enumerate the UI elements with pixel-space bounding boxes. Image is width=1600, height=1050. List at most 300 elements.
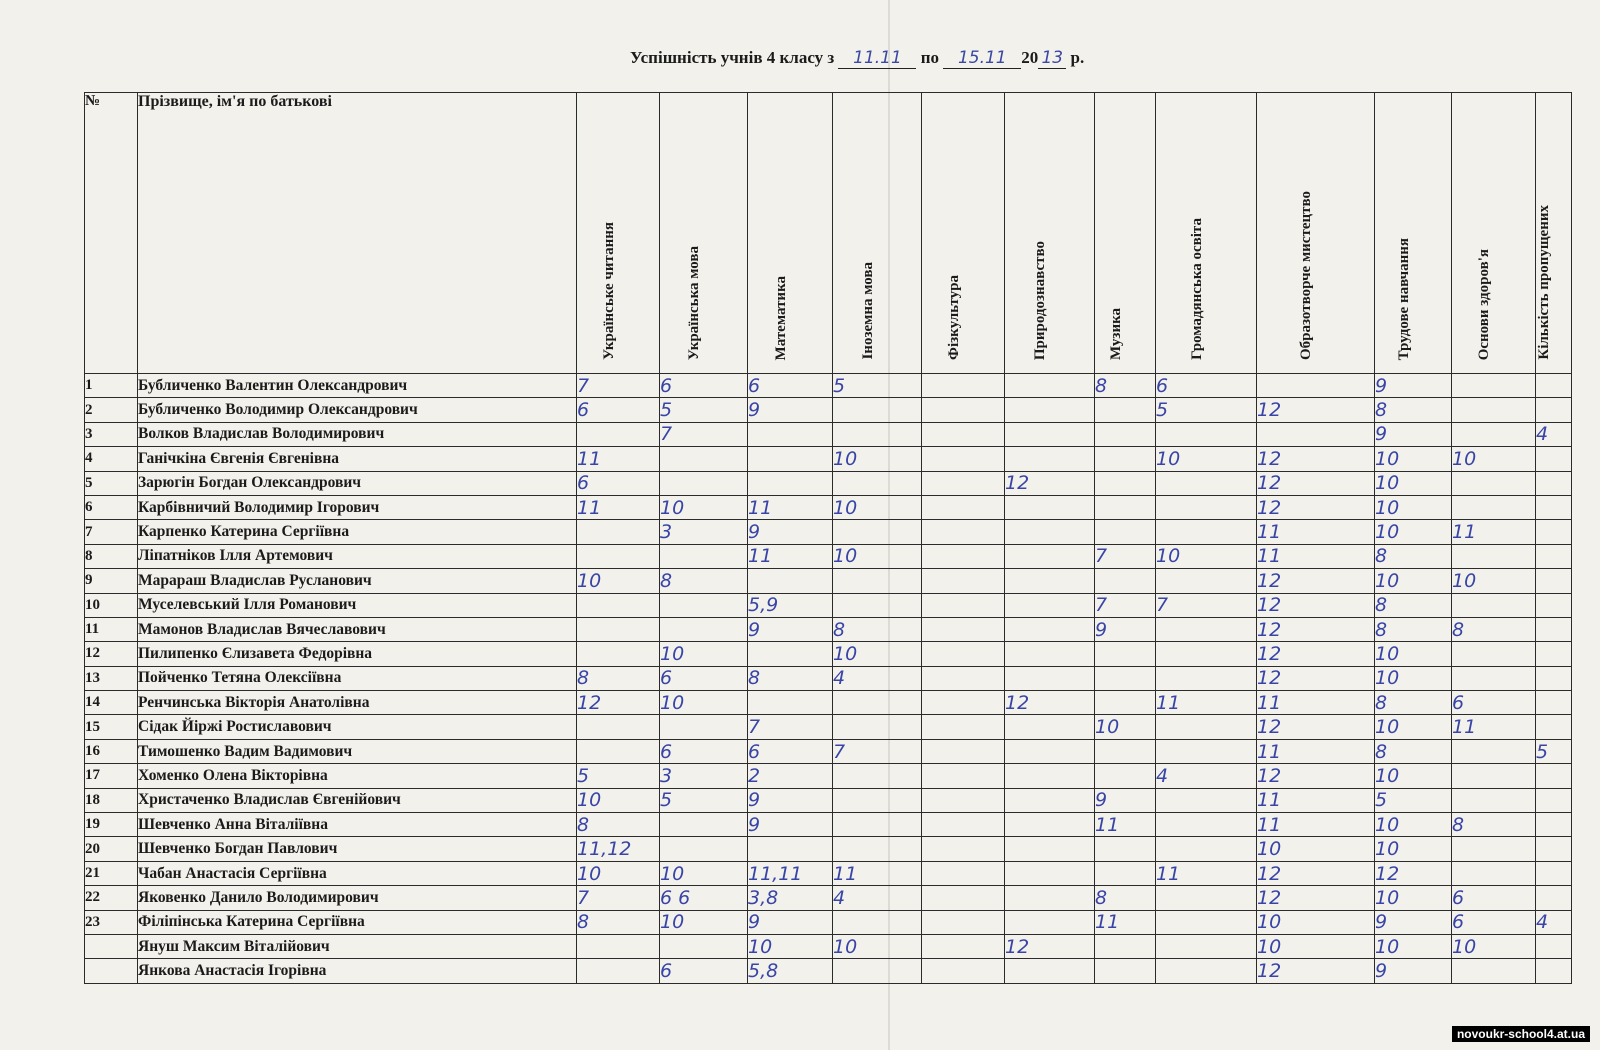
grade-cell <box>922 934 1005 958</box>
grade-cell <box>922 495 1005 519</box>
grade-cell: 7 <box>1156 593 1257 617</box>
grade-cell: 10 <box>1452 447 1536 471</box>
grade-cell: 4 <box>1156 764 1257 788</box>
grade-cell: 7 <box>577 374 660 398</box>
grade-cell: 5,9 <box>748 593 833 617</box>
grade-cell <box>1005 861 1095 885</box>
grade-cell: 11 <box>833 861 922 885</box>
table-row <box>85 886 1572 910</box>
grade-cell <box>1257 422 1375 446</box>
grade-cell: 8 <box>833 617 922 641</box>
grade-cell <box>1005 764 1095 788</box>
student-name: Хоменко Олена Вікторівна <box>138 764 577 788</box>
grade-cell <box>833 788 922 812</box>
student-name: Ліпатніков Ілля Артемович <box>138 544 577 568</box>
grade-cell: 12 <box>1257 398 1375 422</box>
row-number <box>85 959 138 983</box>
grade-cell <box>1095 739 1156 763</box>
grade-cell <box>1536 715 1572 739</box>
grade-cell <box>922 691 1005 715</box>
grade-cell <box>1156 715 1257 739</box>
grade-cell <box>1536 495 1572 519</box>
grade-cell <box>1156 886 1257 910</box>
grade-cell: 5 <box>1156 398 1257 422</box>
site-watermark: novoukr-school4.at.ua <box>1452 1026 1590 1042</box>
grade-cell <box>1536 544 1572 568</box>
grade-cell <box>1536 398 1572 422</box>
grade-cell: 7 <box>748 715 833 739</box>
grade-cell: 6 <box>660 739 748 763</box>
subject-header: Фізкультура <box>922 93 1005 374</box>
grade-cell <box>1536 593 1572 617</box>
grade-cell: 12 <box>1257 569 1375 593</box>
grade-cell <box>1156 959 1257 983</box>
grades-body <box>85 374 1572 984</box>
table-row <box>85 764 1572 788</box>
grade-cell <box>748 837 833 861</box>
grade-cell <box>922 569 1005 593</box>
grade-cell <box>1257 374 1375 398</box>
grade-cell: 4 <box>833 666 922 690</box>
grade-cell <box>833 593 922 617</box>
grade-cell <box>1095 471 1156 495</box>
table-row <box>85 666 1572 690</box>
grade-cell <box>1095 666 1156 690</box>
grade-cell: 10 <box>748 934 833 958</box>
grade-cell: 6 <box>1156 374 1257 398</box>
grade-cell: 9 <box>1375 959 1452 983</box>
grade-cell: 7 <box>1095 544 1156 568</box>
grade-cell <box>1156 569 1257 593</box>
grade-cell <box>1005 910 1095 934</box>
grade-cell: 11 <box>1452 715 1536 739</box>
grade-cell: 11 <box>1257 813 1375 837</box>
grade-cell <box>1452 544 1536 568</box>
grade-cell: 11 <box>1452 520 1536 544</box>
grade-cell: 8 <box>660 569 748 593</box>
grade-cell <box>1156 495 1257 519</box>
student-name: Волков Владислав Володимирович <box>138 422 577 446</box>
grade-cell: 7 <box>1095 593 1156 617</box>
row-number: 13 <box>85 666 138 690</box>
grade-cell: 10 <box>1375 837 1452 861</box>
grade-cell: 6 <box>1452 910 1536 934</box>
grade-cell <box>1452 959 1536 983</box>
grade-cell: 8 <box>1375 593 1452 617</box>
header-row <box>85 93 1572 374</box>
student-name: Ганічкіна Євгенія Євгенівна <box>138 447 577 471</box>
grade-cell: 10 <box>1375 934 1452 958</box>
grade-cell: 4 <box>1536 422 1572 446</box>
grade-cell <box>1536 837 1572 861</box>
grade-cell: 4 <box>833 886 922 910</box>
grade-cell <box>833 764 922 788</box>
grade-cell <box>1452 837 1536 861</box>
grade-cell: 10 <box>1375 666 1452 690</box>
grade-cell <box>1536 959 1572 983</box>
grade-cell: 8 <box>577 910 660 934</box>
grade-cell <box>1452 374 1536 398</box>
student-name: Янкова Анастасія Ігорівна <box>138 959 577 983</box>
grade-cell: 10 <box>833 495 922 519</box>
grade-cell <box>1005 886 1095 910</box>
grade-cell: 11 <box>1095 813 1156 837</box>
student-name: Ренчинська Вікторія Анатолівна <box>138 691 577 715</box>
table-row <box>85 520 1572 544</box>
grade-cell <box>1156 910 1257 934</box>
grade-cell <box>922 959 1005 983</box>
grade-cell <box>1095 934 1156 958</box>
grade-cell <box>833 959 922 983</box>
subject-header: Кількість пропущених <box>1536 93 1572 374</box>
grade-cell <box>833 422 922 446</box>
grade-cell <box>1536 861 1572 885</box>
grade-cell <box>1536 788 1572 812</box>
grade-cell <box>922 739 1005 763</box>
grade-cell: 5 <box>1375 788 1452 812</box>
grade-cell: 6 <box>577 471 660 495</box>
table-row <box>85 691 1572 715</box>
grade-cell: 5,8 <box>748 959 833 983</box>
grade-cell <box>1095 959 1156 983</box>
row-number: 12 <box>85 642 138 666</box>
row-number: 11 <box>85 617 138 641</box>
grade-cell: 10 <box>1095 715 1156 739</box>
student-name: Бубличенко Валентин Олександрович <box>138 374 577 398</box>
grade-cell: 11,12 <box>577 837 660 861</box>
grade-cell <box>1536 471 1572 495</box>
row-number <box>85 934 138 958</box>
grade-cell: 12 <box>1257 666 1375 690</box>
table-row <box>85 837 1572 861</box>
grade-cell: 9 <box>1095 617 1156 641</box>
student-name: Тимошенко Вадим Вадимович <box>138 739 577 763</box>
grade-cell: 10 <box>660 642 748 666</box>
grade-cell: 12 <box>1257 471 1375 495</box>
grade-cell <box>1156 837 1257 861</box>
table-row <box>85 422 1572 446</box>
grade-cell: 12 <box>1257 642 1375 666</box>
title-from-label: по <box>920 48 940 67</box>
grade-cell: 12 <box>1257 715 1375 739</box>
grade-cell <box>660 813 748 837</box>
grade-cell <box>1536 374 1572 398</box>
grade-cell <box>922 764 1005 788</box>
grade-cell <box>577 715 660 739</box>
grade-cell <box>660 447 748 471</box>
grade-cell: 12 <box>577 691 660 715</box>
grade-cell: 10 <box>1156 544 1257 568</box>
title-prefix: Успішність учнів 4 класу з <box>630 48 835 67</box>
grade-cell <box>1536 520 1572 544</box>
grade-cell <box>1536 813 1572 837</box>
subject-header: Українська мова <box>660 93 748 374</box>
grade-cell <box>833 691 922 715</box>
table-row <box>85 934 1572 958</box>
student-name: Чабан Анастасія Сергіївна <box>138 861 577 885</box>
year-prefix: 20 <box>1021 48 1039 67</box>
student-name: Пойченко Тетяна Олексіївна <box>138 666 577 690</box>
grade-cell <box>922 447 1005 471</box>
grade-cell: 10 <box>1375 813 1452 837</box>
student-name: Філіпінська Катерина Сергіївна <box>138 910 577 934</box>
row-number: 15 <box>85 715 138 739</box>
row-number: 19 <box>85 813 138 837</box>
grade-cell <box>922 544 1005 568</box>
grade-cell <box>1095 520 1156 544</box>
grade-cell: 9 <box>748 617 833 641</box>
student-name: Шевченко Анна Віталіївна <box>138 813 577 837</box>
grade-cell <box>922 471 1005 495</box>
student-name: Карбівничий Володимир Ігорович <box>138 495 577 519</box>
student-name: Мамонов Владислав Вячеславович <box>138 617 577 641</box>
table-row <box>85 617 1572 641</box>
row-number: 7 <box>85 520 138 544</box>
grade-cell <box>660 837 748 861</box>
grade-cell <box>1452 739 1536 763</box>
grade-cell <box>922 617 1005 641</box>
grade-cell <box>1452 471 1536 495</box>
grade-cell: 10 <box>1257 934 1375 958</box>
grade-cell: 8 <box>577 813 660 837</box>
grade-cell <box>1005 422 1095 446</box>
date-from: 11.11 <box>838 48 916 69</box>
grade-cell <box>1005 544 1095 568</box>
grade-cell <box>1095 642 1156 666</box>
page-title <box>630 48 1084 69</box>
subject-header: Іноземна мова <box>833 93 922 374</box>
grade-cell <box>577 544 660 568</box>
grade-cell: 7 <box>833 739 922 763</box>
subject-header: Основи здоров'я <box>1452 93 1536 374</box>
grade-cell: 10 <box>1257 837 1375 861</box>
grade-cell <box>660 715 748 739</box>
grade-cell <box>1452 764 1536 788</box>
grade-cell <box>748 642 833 666</box>
grade-cell <box>922 520 1005 544</box>
grade-cell <box>1536 642 1572 666</box>
grade-cell: 9 <box>1095 788 1156 812</box>
grade-cell <box>1095 837 1156 861</box>
grade-cell <box>922 813 1005 837</box>
grade-cell: 8 <box>1375 544 1452 568</box>
student-name: Марараш Владислав Русланович <box>138 569 577 593</box>
grades-table <box>84 92 1572 984</box>
grade-cell <box>1156 422 1257 446</box>
row-number: 4 <box>85 447 138 471</box>
grade-cell: 10 <box>833 642 922 666</box>
grade-cell: 5 <box>1536 739 1572 763</box>
grade-cell <box>1452 666 1536 690</box>
table-row <box>85 788 1572 812</box>
grade-cell <box>577 934 660 958</box>
grade-cell <box>1095 495 1156 519</box>
grade-cell <box>833 715 922 739</box>
grade-cell: 12 <box>1257 593 1375 617</box>
row-number: 22 <box>85 886 138 910</box>
subject-header: Математика <box>748 93 833 374</box>
grade-cell: 10 <box>1375 520 1452 544</box>
grade-cell: 8 <box>1375 398 1452 422</box>
grade-cell: 10 <box>833 544 922 568</box>
grade-cell: 11 <box>1257 788 1375 812</box>
student-name: Шевченко Богдан Павлович <box>138 837 577 861</box>
grade-cell: 11 <box>1156 861 1257 885</box>
table-row <box>85 569 1572 593</box>
number-header: № <box>85 93 138 374</box>
grade-cell <box>1156 617 1257 641</box>
student-name: Яковенко Данило Володимирович <box>138 886 577 910</box>
grade-cell: 12 <box>1005 934 1095 958</box>
grade-cell <box>1536 666 1572 690</box>
grade-cell: 6 <box>660 666 748 690</box>
grade-cell: 8 <box>1095 886 1156 910</box>
grade-cell: 7 <box>660 422 748 446</box>
grade-cell <box>1095 398 1156 422</box>
student-name: Муселевський Ілля Романович <box>138 593 577 617</box>
grade-cell <box>1005 642 1095 666</box>
grade-cell: 8 <box>1095 374 1156 398</box>
grade-cell: 12 <box>1257 764 1375 788</box>
grade-cell <box>1095 447 1156 471</box>
grade-cell: 3 <box>660 520 748 544</box>
row-number: 20 <box>85 837 138 861</box>
grade-cell: 6 <box>748 374 833 398</box>
table-row <box>85 544 1572 568</box>
grade-cell: 8 <box>1452 617 1536 641</box>
grade-cell <box>577 593 660 617</box>
grade-cell <box>1452 398 1536 422</box>
grade-cell <box>660 471 748 495</box>
grade-cell <box>1156 471 1257 495</box>
table-row <box>85 398 1572 422</box>
grade-cell: 6 6 <box>660 886 748 910</box>
row-number: 14 <box>85 691 138 715</box>
grade-cell <box>1005 398 1095 422</box>
row-number: 5 <box>85 471 138 495</box>
grade-cell <box>748 569 833 593</box>
grade-cell <box>922 715 1005 739</box>
grade-cell <box>1156 934 1257 958</box>
grade-cell <box>1536 691 1572 715</box>
subject-header: Громадянська освіта <box>1156 93 1257 374</box>
grade-cell: 10 <box>1375 471 1452 495</box>
name-header: Прізвище, ім'я по батькові <box>138 93 577 374</box>
grade-cell <box>577 617 660 641</box>
grade-cell: 12 <box>1257 959 1375 983</box>
grade-cell <box>1452 495 1536 519</box>
grade-cell <box>1536 886 1572 910</box>
table-row <box>85 739 1572 763</box>
grade-cell <box>1536 447 1572 471</box>
grade-cell: 9 <box>748 520 833 544</box>
grade-cell: 11 <box>1257 544 1375 568</box>
table-row <box>85 447 1572 471</box>
grade-cell: 10 <box>1375 886 1452 910</box>
grade-cell <box>1095 861 1156 885</box>
grade-cell: 10 <box>577 861 660 885</box>
grade-cell <box>922 642 1005 666</box>
grade-cell <box>1156 642 1257 666</box>
grade-cell: 10 <box>833 934 922 958</box>
row-number: 16 <box>85 739 138 763</box>
year-suffix: 13 <box>1038 48 1066 69</box>
grade-cell: 11,11 <box>748 861 833 885</box>
grade-cell <box>1005 959 1095 983</box>
row-number: 8 <box>85 544 138 568</box>
grade-cell: 10 <box>577 569 660 593</box>
grade-cell: 9 <box>1375 422 1452 446</box>
grade-cell <box>1005 788 1095 812</box>
grade-cell: 12 <box>1257 886 1375 910</box>
grade-cell: 9 <box>748 788 833 812</box>
grade-cell: 8 <box>1375 739 1452 763</box>
grade-cell <box>748 422 833 446</box>
grade-cell <box>1156 666 1257 690</box>
grade-cell: 12 <box>1257 495 1375 519</box>
table-row <box>85 642 1572 666</box>
grade-cell: 11 <box>1156 691 1257 715</box>
grade-cell <box>1156 788 1257 812</box>
grade-cell <box>1452 422 1536 446</box>
grade-cell <box>1095 764 1156 788</box>
grade-cell: 9 <box>748 813 833 837</box>
grade-cell: 11 <box>577 495 660 519</box>
grade-cell <box>1536 569 1572 593</box>
grade-cell <box>1095 691 1156 715</box>
grade-cell: 9 <box>748 910 833 934</box>
grade-cell: 8 <box>1375 691 1452 715</box>
grade-cell: 12 <box>1257 617 1375 641</box>
grade-cell <box>1005 593 1095 617</box>
grade-cell <box>833 398 922 422</box>
grade-cell <box>922 886 1005 910</box>
grade-cell: 10 <box>1375 447 1452 471</box>
grade-cell <box>1536 764 1572 788</box>
grade-cell: 10 <box>1375 715 1452 739</box>
grade-cell <box>1536 934 1572 958</box>
grade-cell <box>1005 569 1095 593</box>
grade-cell: 6 <box>1452 691 1536 715</box>
row-number: 9 <box>85 569 138 593</box>
grade-cell <box>577 422 660 446</box>
grade-cell <box>1005 617 1095 641</box>
grade-cell: 8 <box>748 666 833 690</box>
grade-cell: 8 <box>1452 813 1536 837</box>
grade-cell <box>1005 666 1095 690</box>
subject-header: Музика <box>1095 93 1156 374</box>
grade-cell <box>1095 422 1156 446</box>
student-name: Бубличенко Володимир Олександрович <box>138 398 577 422</box>
row-number: 1 <box>85 374 138 398</box>
grade-cell: 6 <box>660 959 748 983</box>
grade-cell: 12 <box>1257 861 1375 885</box>
grade-cell: 11 <box>1095 910 1156 934</box>
row-number: 10 <box>85 593 138 617</box>
grade-cell <box>577 520 660 544</box>
grade-cell <box>1095 569 1156 593</box>
grade-cell <box>1005 715 1095 739</box>
table-row <box>85 374 1572 398</box>
student-name: Зарюгін Богдан Олександрович <box>138 471 577 495</box>
grade-cell <box>660 617 748 641</box>
grade-cell: 5 <box>833 374 922 398</box>
grade-cell: 9 <box>1375 910 1452 934</box>
row-number: 21 <box>85 861 138 885</box>
grade-cell <box>922 593 1005 617</box>
row-number: 2 <box>85 398 138 422</box>
grade-cell <box>577 642 660 666</box>
